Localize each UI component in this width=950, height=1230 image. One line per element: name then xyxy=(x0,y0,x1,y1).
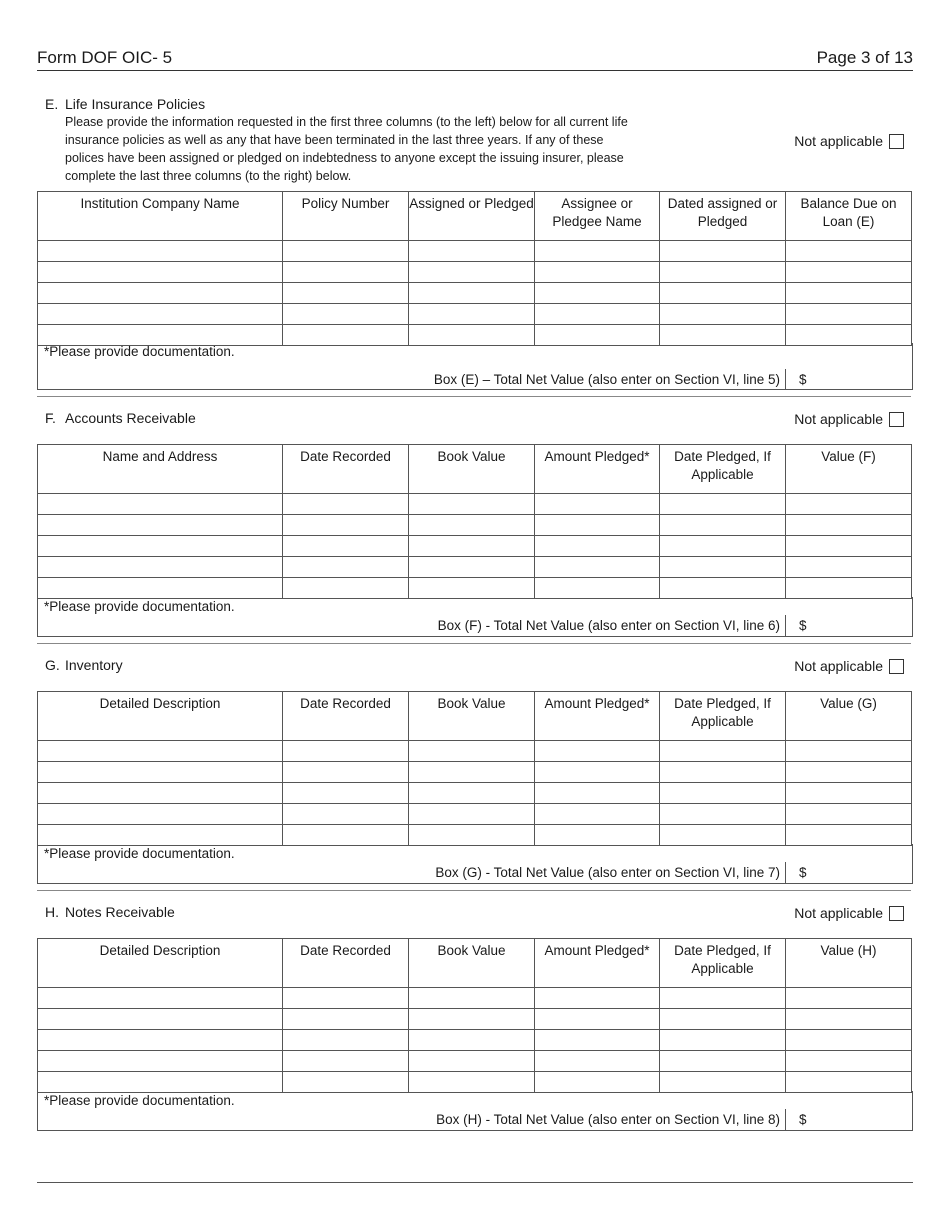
table-cell[interactable] xyxy=(283,304,409,325)
table-cell[interactable] xyxy=(660,1009,786,1030)
section-e-title: Life Insurance Policies xyxy=(65,96,206,112)
column-header: Detailed Description xyxy=(38,692,283,741)
table-cell[interactable] xyxy=(535,988,660,1009)
table-row xyxy=(38,1072,912,1093)
table-cell[interactable] xyxy=(786,557,912,578)
total-value-field[interactable]: $ xyxy=(799,618,807,633)
table-cell[interactable] xyxy=(38,1030,283,1051)
table-row xyxy=(38,1009,912,1030)
table-header-row xyxy=(38,445,912,494)
table-cell[interactable] xyxy=(535,515,660,536)
table-cell[interactable] xyxy=(535,741,660,762)
table-cell[interactable] xyxy=(660,1051,786,1072)
documentation-note: *Please provide documentation. xyxy=(44,344,235,359)
table-cell[interactable] xyxy=(535,283,660,304)
section-e-letter: E. xyxy=(45,96,59,112)
table-cell[interactable] xyxy=(786,762,912,783)
table-cell[interactable] xyxy=(38,825,283,846)
table-cell[interactable] xyxy=(535,783,660,804)
column-header: Date Recorded xyxy=(283,445,409,494)
section-separator xyxy=(37,396,911,397)
table-cell[interactable] xyxy=(786,741,912,762)
table-cell[interactable] xyxy=(38,783,283,804)
table-cell[interactable] xyxy=(786,988,912,1009)
section-h-letter: H. xyxy=(45,904,59,920)
table-cell[interactable] xyxy=(38,557,283,578)
table-row xyxy=(38,783,912,804)
table-cell[interactable] xyxy=(283,1030,409,1051)
section-g-letter: G. xyxy=(45,657,60,673)
section-h-title: Notes Receivable xyxy=(65,904,175,920)
table-row xyxy=(38,804,912,825)
table-cell[interactable] xyxy=(535,494,660,515)
table-cell[interactable] xyxy=(38,988,283,1009)
table-cell[interactable] xyxy=(535,1072,660,1093)
section-g-title: Inventory xyxy=(65,657,123,673)
total-value-field[interactable]: $ xyxy=(799,1112,807,1127)
section-h-table xyxy=(37,938,912,1093)
section-g-total-box xyxy=(37,844,913,884)
table-row xyxy=(38,825,912,846)
table-cell[interactable] xyxy=(283,515,409,536)
table-cell[interactable] xyxy=(409,1072,535,1093)
not-applicable-checkbox[interactable] xyxy=(889,134,904,149)
section-f-title: Accounts Receivable xyxy=(65,410,196,426)
table-row xyxy=(38,262,912,283)
not-applicable-label: Not applicable xyxy=(794,905,883,921)
column-header: Name and Address xyxy=(38,445,283,494)
column-header: Detailed Description xyxy=(38,939,283,988)
table-cell[interactable] xyxy=(660,1030,786,1051)
total-divider xyxy=(785,862,786,883)
table-cell[interactable] xyxy=(283,988,409,1009)
table-row xyxy=(38,1030,912,1051)
column-header: Assignee or Pledgee Name xyxy=(535,192,660,241)
table-cell[interactable] xyxy=(660,536,786,557)
table-cell[interactable] xyxy=(786,1072,912,1093)
section-f-letter: F. xyxy=(45,410,56,426)
table-cell[interactable] xyxy=(660,241,786,262)
table-row xyxy=(38,557,912,578)
table-cell[interactable] xyxy=(786,494,912,515)
section-f-total-box xyxy=(37,597,913,637)
table-cell[interactable] xyxy=(409,1030,535,1051)
documentation-note: *Please provide documentation. xyxy=(44,1093,235,1108)
page-header xyxy=(37,44,913,71)
table-cell[interactable] xyxy=(283,1009,409,1030)
table-row xyxy=(38,762,912,783)
table-row xyxy=(38,741,912,762)
not-applicable-checkbox[interactable] xyxy=(889,412,904,427)
table-cell[interactable] xyxy=(786,783,912,804)
table-cell[interactable] xyxy=(786,804,912,825)
column-header: Assigned or Pledged xyxy=(409,192,535,241)
total-label: Box (F) - Total Net Value (also enter on Section VI, line 6) xyxy=(437,618,780,633)
table-cell[interactable] xyxy=(786,536,912,557)
table-header-row xyxy=(38,192,912,241)
table-cell[interactable] xyxy=(409,804,535,825)
page-footer-rule xyxy=(37,1182,913,1183)
table-cell[interactable] xyxy=(786,1030,912,1051)
not-applicable-label: Not applicable xyxy=(794,658,883,674)
column-header: Amount Pledged* xyxy=(535,939,660,988)
table-cell[interactable] xyxy=(409,241,535,262)
table-row xyxy=(38,1051,912,1072)
table-cell[interactable] xyxy=(283,536,409,557)
table-cell[interactable] xyxy=(283,283,409,304)
table-cell[interactable] xyxy=(409,988,535,1009)
table-cell[interactable] xyxy=(409,741,535,762)
table-cell[interactable] xyxy=(786,515,912,536)
table-cell[interactable] xyxy=(786,578,912,599)
form-id: Form DOF OIC- 5 xyxy=(37,48,173,67)
table-cell[interactable] xyxy=(535,241,660,262)
table-cell[interactable] xyxy=(38,304,283,325)
total-label: Box (H) - Total Net Value (also enter on Section VI, line 8) xyxy=(436,1112,780,1127)
table-cell[interactable] xyxy=(38,283,283,304)
table-cell[interactable] xyxy=(660,1072,786,1093)
not-applicable-checkbox[interactable] xyxy=(889,906,904,921)
total-divider xyxy=(785,369,786,389)
table-cell[interactable] xyxy=(38,762,283,783)
section-h-total-box xyxy=(37,1091,913,1131)
table-cell[interactable] xyxy=(786,1009,912,1030)
table-cell[interactable] xyxy=(535,578,660,599)
section-g-not-applicable[interactable] xyxy=(794,658,904,674)
table-row xyxy=(38,515,912,536)
table-cell[interactable] xyxy=(660,988,786,1009)
section-f-not-applicable[interactable] xyxy=(794,411,904,427)
table-cell[interactable] xyxy=(283,741,409,762)
table-cell[interactable] xyxy=(786,241,912,262)
table-cell[interactable] xyxy=(660,515,786,536)
table-cell[interactable] xyxy=(409,557,535,578)
table-cell[interactable] xyxy=(38,494,283,515)
section-e-table xyxy=(37,191,912,346)
documentation-note: *Please provide documentation. xyxy=(44,846,235,861)
section-separator xyxy=(37,890,911,891)
table-row xyxy=(38,241,912,262)
not-applicable-label: Not applicable xyxy=(794,133,883,149)
table-cell[interactable] xyxy=(38,262,283,283)
table-cell[interactable] xyxy=(38,536,283,557)
table-cell[interactable] xyxy=(283,241,409,262)
table-cell[interactable] xyxy=(786,283,912,304)
table-cell[interactable] xyxy=(786,262,912,283)
section-f-table xyxy=(37,444,912,599)
table-row xyxy=(38,304,912,325)
column-header: Value (G) xyxy=(786,692,912,741)
page-number: Page 3 of 13 xyxy=(816,48,913,67)
table-cell[interactable] xyxy=(660,494,786,515)
column-header: Book Value xyxy=(409,939,535,988)
table-cell[interactable] xyxy=(409,1051,535,1072)
table-cell[interactable] xyxy=(535,1051,660,1072)
table-row xyxy=(38,536,912,557)
table-cell[interactable] xyxy=(535,1009,660,1030)
column-header: Book Value xyxy=(409,445,535,494)
section-h-not-applicable[interactable] xyxy=(794,905,904,921)
table-cell[interactable] xyxy=(283,804,409,825)
table-cell[interactable] xyxy=(660,762,786,783)
table-cell[interactable] xyxy=(283,494,409,515)
table-cell[interactable] xyxy=(283,1072,409,1093)
table-cell[interactable] xyxy=(786,1051,912,1072)
section-separator xyxy=(37,643,911,644)
table-cell[interactable] xyxy=(660,557,786,578)
table-cell[interactable] xyxy=(38,1072,283,1093)
section-g-table xyxy=(37,691,912,846)
table-cell[interactable] xyxy=(38,1009,283,1030)
table-row xyxy=(38,283,912,304)
total-label: Box (G) - Total Net Value (also enter on Section VI, line 7) xyxy=(435,865,780,880)
table-cell[interactable] xyxy=(38,741,283,762)
column-header: Value (F) xyxy=(786,445,912,494)
table-cell[interactable] xyxy=(38,1051,283,1072)
table-cell[interactable] xyxy=(660,741,786,762)
table-cell[interactable] xyxy=(409,1009,535,1030)
table-cell[interactable] xyxy=(409,304,535,325)
total-label: Box (E) – Total Net Value (also enter on Section VI, line 5) xyxy=(433,372,780,387)
table-cell[interactable] xyxy=(409,262,535,283)
table-cell[interactable] xyxy=(660,804,786,825)
table-cell[interactable] xyxy=(283,578,409,599)
table-cell[interactable] xyxy=(660,304,786,325)
table-cell[interactable] xyxy=(409,515,535,536)
table-cell[interactable] xyxy=(660,578,786,599)
column-header: Date Recorded xyxy=(283,692,409,741)
table-header-row xyxy=(38,939,912,988)
table-cell[interactable] xyxy=(535,557,660,578)
column-header: Date Pledged, If Applicable xyxy=(660,939,786,988)
table-cell[interactable] xyxy=(38,578,283,599)
table-cell[interactable] xyxy=(786,825,912,846)
table-cell[interactable] xyxy=(38,241,283,262)
table-cell[interactable] xyxy=(283,762,409,783)
section-e-description: Please provide the information requested in the first three columns (to the left) below for all current life insurance policies as well as any that have been terminated in the last three years. If any of these polices have been assigned or pledged on indebtedness to anyone except the issuing insurer, please complete the last three columns (to the right) below. xyxy=(65,115,628,183)
table-cell[interactable] xyxy=(409,783,535,804)
table-cell[interactable] xyxy=(535,536,660,557)
column-header: Dated assigned or Pledged xyxy=(660,192,786,241)
column-header: Amount Pledged* xyxy=(535,445,660,494)
table-cell[interactable] xyxy=(283,1051,409,1072)
column-header: Date Recorded xyxy=(283,939,409,988)
section-e-total-box xyxy=(37,343,913,390)
table-cell[interactable] xyxy=(660,283,786,304)
table-cell[interactable] xyxy=(283,557,409,578)
column-header: Book Value xyxy=(409,692,535,741)
table-header-row xyxy=(38,692,912,741)
column-header: Date Pledged, If Applicable xyxy=(660,692,786,741)
total-divider xyxy=(785,1109,786,1130)
table-cell[interactable] xyxy=(409,578,535,599)
not-applicable-label: Not applicable xyxy=(794,411,883,427)
table-cell[interactable] xyxy=(283,825,409,846)
table-cell[interactable] xyxy=(283,262,409,283)
table-cell[interactable] xyxy=(535,762,660,783)
column-header: Policy Number xyxy=(283,192,409,241)
column-header: Date Pledged, If Applicable xyxy=(660,445,786,494)
table-cell[interactable] xyxy=(38,804,283,825)
total-value-field[interactable]: $ xyxy=(799,372,807,387)
table-cell[interactable] xyxy=(535,804,660,825)
column-header: Balance Due on Loan (E) xyxy=(786,192,912,241)
table-cell[interactable] xyxy=(409,825,535,846)
table-cell[interactable] xyxy=(535,1030,660,1051)
column-header: Institution Company Name xyxy=(38,192,283,241)
table-cell[interactable] xyxy=(409,283,535,304)
table-cell[interactable] xyxy=(660,783,786,804)
table-cell[interactable] xyxy=(660,825,786,846)
table-row xyxy=(38,988,912,1009)
table-cell[interactable] xyxy=(283,783,409,804)
table-cell[interactable] xyxy=(535,262,660,283)
section-e-not-applicable[interactable] xyxy=(794,133,904,149)
table-cell[interactable] xyxy=(535,304,660,325)
total-value-field[interactable]: $ xyxy=(799,865,807,880)
documentation-note: *Please provide documentation. xyxy=(44,599,235,614)
column-header: Amount Pledged* xyxy=(535,692,660,741)
not-applicable-checkbox[interactable] xyxy=(889,659,904,674)
table-cell[interactable] xyxy=(409,494,535,515)
column-header: Value (H) xyxy=(786,939,912,988)
table-row xyxy=(38,578,912,599)
total-divider xyxy=(785,615,786,636)
table-cell[interactable] xyxy=(535,825,660,846)
table-row xyxy=(38,494,912,515)
table-cell[interactable] xyxy=(786,304,912,325)
table-cell[interactable] xyxy=(38,515,283,536)
table-cell[interactable] xyxy=(660,262,786,283)
table-cell[interactable] xyxy=(409,762,535,783)
table-cell[interactable] xyxy=(409,536,535,557)
